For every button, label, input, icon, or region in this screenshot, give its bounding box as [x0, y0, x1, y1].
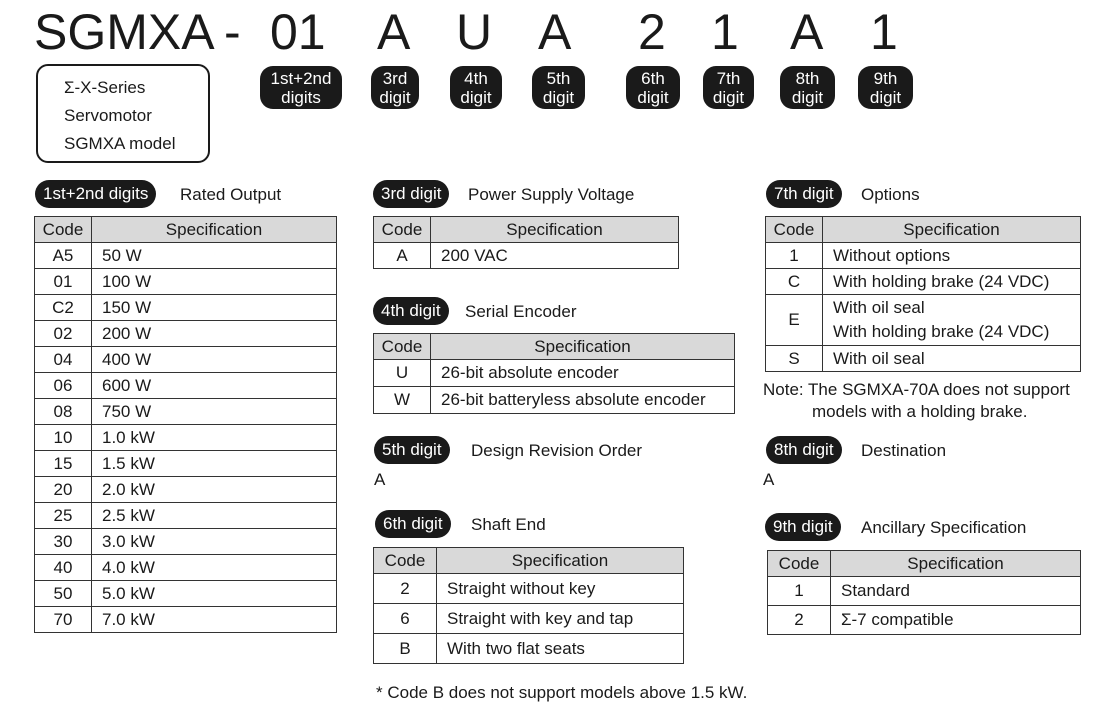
table-row: [374, 360, 735, 387]
spec-cell: With two flat seats: [437, 634, 684, 664]
model-digit-7: 1: [711, 4, 739, 60]
code-cell: U: [374, 360, 431, 387]
digit-badge-7: [703, 66, 754, 109]
digit-badge-5: [532, 66, 585, 109]
spec-header: Specification: [437, 548, 684, 574]
spec-header: Specification: [431, 217, 679, 243]
spec-cell: Without options: [823, 243, 1081, 269]
design-revision-value: A: [374, 470, 386, 489]
code-cell: C: [766, 269, 823, 295]
spec-cell: With oil seal: [823, 346, 1081, 372]
table-row: [35, 425, 337, 451]
table-row: [35, 451, 337, 477]
spec-header: Specification: [92, 217, 337, 243]
model-digit-9: 1: [870, 4, 898, 60]
spec-cell: 200 VAC: [431, 243, 679, 269]
spec-cell: 400 W: [92, 347, 337, 373]
digit-badge-line: 5th: [546, 68, 571, 88]
rated-output-table: [34, 216, 337, 633]
spec-cell: 100 W: [92, 269, 337, 295]
code-header: Code: [35, 217, 92, 243]
table-row: [35, 607, 337, 633]
digit-badge-line: digit: [869, 87, 902, 107]
code-header: Code: [374, 217, 431, 243]
digit-badge-line: 9th: [873, 68, 898, 88]
table-row: [35, 243, 337, 269]
digit-badge-6: [626, 66, 680, 109]
code-cell: 01: [35, 269, 92, 295]
code-cell: 2: [374, 574, 437, 604]
spec-cell: 3.0 kW: [92, 529, 337, 555]
pill-6th-digit: 6th digit: [375, 510, 451, 538]
digit-badge-9: [858, 66, 913, 109]
product-type: Servomotor: [64, 106, 152, 125]
table-row: [35, 373, 337, 399]
spec-cell: 50 W: [92, 243, 337, 269]
code-cell: 40: [35, 555, 92, 581]
spec-cell: 750 W: [92, 399, 337, 425]
table-row: [768, 577, 1081, 606]
model-digit-6: 2: [638, 4, 666, 60]
spec-cell: 26-bit absolute encoder: [431, 360, 735, 387]
code-cell: B: [374, 634, 437, 664]
serial-encoder-title: Serial Encoder: [465, 302, 577, 321]
code-cell: A: [374, 243, 431, 269]
table-row: [35, 581, 337, 607]
rated-output-title: Rated Output: [180, 185, 282, 204]
spec-line: With holding brake (24 VDC): [833, 322, 1050, 341]
digit-badge-3: [371, 66, 419, 109]
table-row: [35, 321, 337, 347]
table-row: [374, 387, 735, 414]
options-title: Options: [861, 185, 920, 204]
spec-cell: 1.5 kW: [92, 451, 337, 477]
ancillary-table: [767, 550, 1081, 635]
model-dash: -: [224, 4, 241, 60]
spec-cell: 5.0 kW: [92, 581, 337, 607]
spec-header: Specification: [831, 551, 1081, 577]
code-cell: A5: [35, 243, 92, 269]
table-row: [35, 347, 337, 373]
spec-cell: 7.0 kW: [92, 607, 337, 633]
destination-value: A: [763, 470, 775, 489]
spec-cell: 1.0 kW: [92, 425, 337, 451]
table-row: [766, 243, 1081, 269]
digit-badge-line: 8th: [795, 68, 820, 88]
code-header: Code: [374, 334, 431, 360]
destination-title: Destination: [861, 441, 947, 460]
shaft-end-table: [373, 547, 684, 664]
code-cell: 06: [35, 373, 92, 399]
code-cell: 15: [35, 451, 92, 477]
digit-badge-line: 4th: [464, 68, 488, 88]
code-cell: 1: [768, 577, 831, 606]
digit-badge-8: [780, 66, 835, 109]
code-cell: E: [766, 295, 823, 346]
digit-badge-line: digit: [791, 87, 824, 107]
digit-badge-line: digit: [379, 87, 411, 107]
digit-badge-line: 3rd: [382, 68, 408, 88]
spec-header: Specification: [823, 217, 1081, 243]
model-prefix: SGMXA: [34, 4, 215, 60]
serial-encoder-table: [373, 333, 735, 414]
ancillary-title: Ancillary Specification: [861, 518, 1027, 537]
table-row: [35, 269, 337, 295]
options-table: [765, 216, 1081, 372]
code-cell: 04: [35, 347, 92, 373]
spec-cell: With holding brake (24 VDC): [823, 269, 1081, 295]
digit-badge-line: digit: [542, 87, 575, 107]
table-row: [766, 295, 1081, 346]
spec-cell: Straight without key: [437, 574, 684, 604]
spec-cell: 600 W: [92, 373, 337, 399]
digit-badge-line: digit: [637, 87, 669, 107]
table-row: [374, 574, 684, 604]
model-digit-3: A: [377, 4, 411, 60]
spec-cell: [823, 295, 1081, 346]
pill-3rd-digit: 3rd digit: [373, 180, 449, 208]
table-row: [35, 529, 337, 555]
shaft-end-footnote: * Code B does not support models above 1.5 kW.: [376, 683, 748, 702]
digit-badge-line: 7th: [716, 68, 741, 88]
spec-cell: Standard: [831, 577, 1081, 606]
model-digit-4: U: [456, 4, 493, 60]
digit-badge-line: digits: [281, 87, 321, 107]
code-cell: 10: [35, 425, 92, 451]
digit-badge-line: 6th: [641, 68, 665, 88]
digit-badge-1-2: [260, 66, 342, 109]
table-row: [35, 477, 337, 503]
model-digit-8: A: [790, 4, 824, 60]
spec-cell: 150 W: [92, 295, 337, 321]
code-cell: 08: [35, 399, 92, 425]
code-cell: 02: [35, 321, 92, 347]
power-supply-table: [373, 216, 679, 269]
table-row: [35, 555, 337, 581]
code-header: Code: [374, 548, 437, 574]
spec-cell: 26-bit batteryless absolute encoder: [431, 387, 735, 414]
table-row: [374, 604, 684, 634]
options-note-line2: models with a holding brake.: [812, 402, 1028, 421]
code-cell: S: [766, 346, 823, 372]
model-name: SGMXA model: [64, 134, 176, 153]
shaft-end-title: Shaft End: [471, 515, 546, 534]
spec-cell: 2.5 kW: [92, 503, 337, 529]
pill-1st-2nd-digits: 1st+2nd digits: [35, 180, 156, 208]
pill-7th-digit: 7th digit: [766, 180, 842, 208]
table-row: [35, 399, 337, 425]
table-row: [374, 243, 679, 269]
spec-cell: 2.0 kW: [92, 477, 337, 503]
spec-cell: 4.0 kW: [92, 555, 337, 581]
code-cell: 6: [374, 604, 437, 634]
code-cell: 25: [35, 503, 92, 529]
code-cell: W: [374, 387, 431, 414]
series-box: [36, 64, 210, 163]
pill-9th-digit: 9th digit: [765, 513, 841, 541]
digit-badge-line: digit: [460, 87, 492, 107]
table-row: [766, 346, 1081, 372]
digit-badge-line: digit: [712, 87, 745, 107]
code-cell: 20: [35, 477, 92, 503]
table-row: [35, 295, 337, 321]
code-cell: 1: [766, 243, 823, 269]
code-cell: 30: [35, 529, 92, 555]
power-supply-title: Power Supply Voltage: [468, 185, 635, 204]
spec-header: Specification: [431, 334, 735, 360]
code-cell: 50: [35, 581, 92, 607]
options-note-line1: Note: The SGMXA-70A does not support: [763, 380, 1070, 399]
pill-8th-digit: 8th digit: [766, 436, 842, 464]
model-digit-1-2: 01: [270, 4, 326, 60]
spec-cell: Σ-7 compatible: [831, 606, 1081, 635]
table-row: [766, 269, 1081, 295]
design-revision-title: Design Revision Order: [471, 441, 643, 460]
spec-cell: 200 W: [92, 321, 337, 347]
table-row: [768, 606, 1081, 635]
code-cell: 70: [35, 607, 92, 633]
pill-5th-digit: 5th digit: [374, 436, 450, 464]
code-header: Code: [766, 217, 823, 243]
digit-badge-line: 1st+2nd: [270, 68, 332, 88]
code-cell: 2: [768, 606, 831, 635]
spec-line: With oil seal: [833, 298, 925, 317]
code-cell: C2: [35, 295, 92, 321]
table-row: [374, 634, 684, 664]
spec-cell: Straight with key and tap: [437, 604, 684, 634]
code-header: Code: [768, 551, 831, 577]
series-name: Σ-X-Series: [64, 78, 146, 97]
digit-badge-4: [450, 66, 502, 109]
model-digit-5: A: [538, 4, 572, 60]
table-row: [35, 503, 337, 529]
pill-4th-digit: 4th digit: [373, 297, 449, 325]
